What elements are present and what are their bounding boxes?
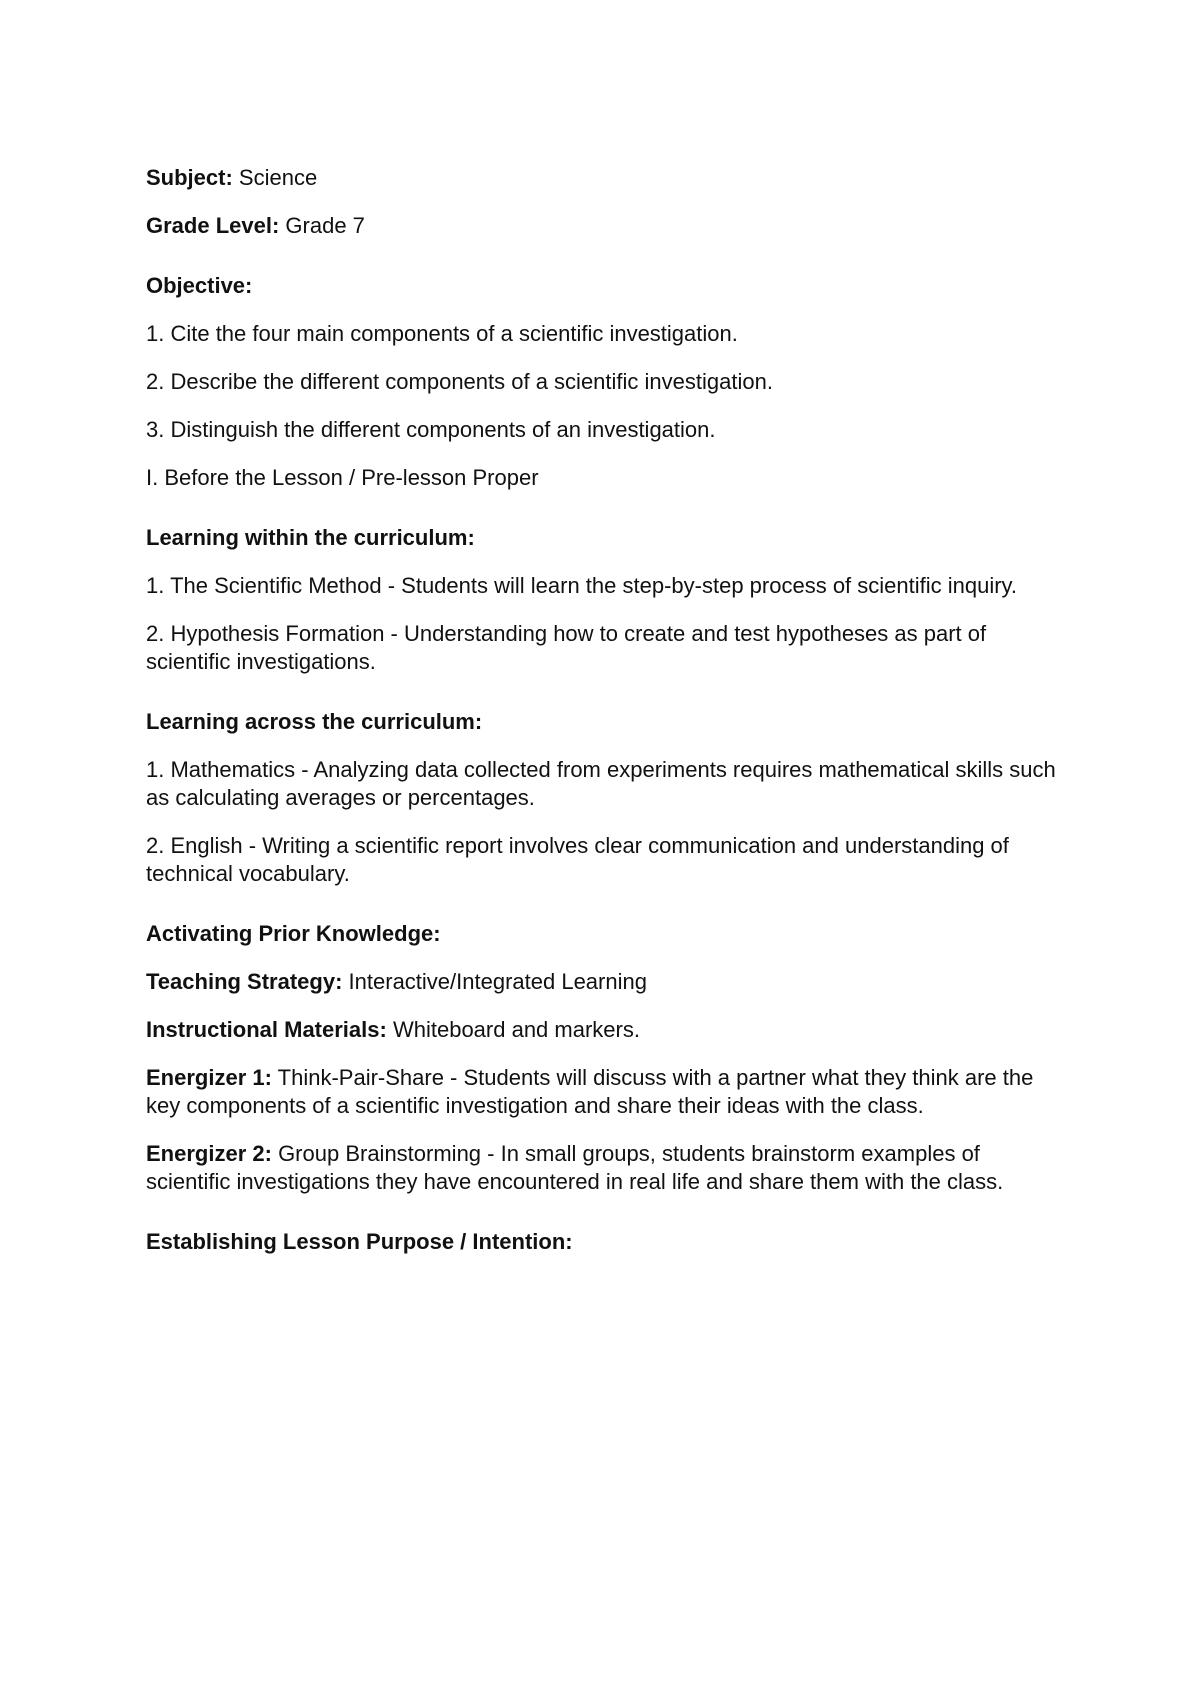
grade-level-value: Grade 7 bbox=[285, 213, 365, 238]
instructional-materials-field bbox=[146, 1016, 1066, 1044]
subject-label: Subject: bbox=[146, 165, 233, 190]
energizer-2-field bbox=[146, 1140, 1066, 1196]
energizer-2-label: Energizer 2: bbox=[146, 1141, 272, 1166]
prior-knowledge-heading: Activating Prior Knowledge: bbox=[146, 921, 441, 946]
energizer-1-field bbox=[146, 1064, 1066, 1120]
energizer-2-value: Group Brainstorming - In small groups, students brainstorm examples of scientific investigations they have encountered in real life and share them with the class. bbox=[146, 1141, 1004, 1194]
subject-value: Science bbox=[238, 165, 318, 190]
within-curriculum-heading: Learning within the curriculum: bbox=[146, 525, 475, 550]
energizer-1-value: Think-Pair-Share - Students will discuss with a partner what they think are the key components of a scientific investigation and share their ideas with the class. bbox=[146, 1065, 1034, 1118]
objective-item: 2. Describe the different components of a scientific investigation. bbox=[146, 369, 773, 394]
teaching-strategy-value: Interactive/Integrated Learning bbox=[348, 969, 647, 994]
pre-lesson-label: I. Before the Lesson / Pre-lesson Proper bbox=[146, 465, 539, 490]
teaching-strategy-label: Teaching Strategy: bbox=[146, 969, 343, 994]
across-curriculum-item: 1. Mathematics - Analyzing data collected from experiments requires mathematical skills such as calculating averages or percentages. bbox=[146, 757, 1056, 810]
objective-item: 3. Distinguish the different components of an investigation. bbox=[146, 417, 716, 442]
subject-field bbox=[146, 164, 1066, 192]
grade-level-label: Grade Level: bbox=[146, 213, 280, 238]
teaching-strategy-field bbox=[146, 968, 1066, 996]
across-curriculum-item: 2. English - Writing a scientific report involves clear communication and understanding of technical vocabulary. bbox=[146, 833, 1009, 886]
lesson-purpose-heading: Establishing Lesson Purpose / Intention: bbox=[146, 1229, 573, 1254]
grade-level-field bbox=[146, 212, 1066, 240]
within-curriculum-item: 1. The Scientific Method - Students will learn the step-by-step process of scientific inquiry. bbox=[146, 573, 1018, 598]
objective-item: 1. Cite the four main components of a scientific investigation. bbox=[146, 321, 738, 346]
lesson-plan-page bbox=[146, 164, 1066, 1276]
within-curriculum-item: 2. Hypothesis Formation - Understanding how to create and test hypotheses as part of scientific investigations. bbox=[146, 621, 987, 674]
across-curriculum-heading: Learning across the curriculum: bbox=[146, 709, 483, 734]
energizer-1-label: Energizer 1: bbox=[146, 1065, 272, 1090]
objective-heading: Objective: bbox=[146, 273, 253, 298]
instructional-materials-value: Whiteboard and markers. bbox=[392, 1017, 640, 1042]
instructional-materials-label: Instructional Materials: bbox=[146, 1017, 387, 1042]
